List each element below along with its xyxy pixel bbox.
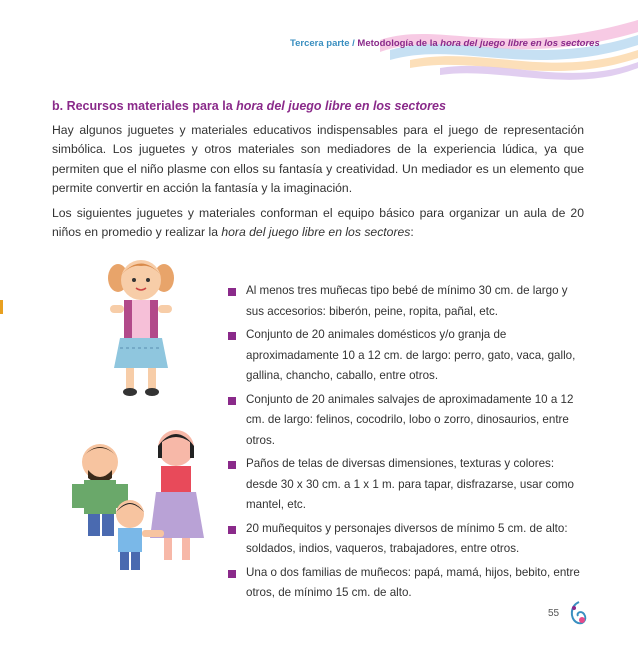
header-prefix: Metodología de la <box>357 38 441 49</box>
paragraph-equipment-italic: hora del juego libre en los sectores <box>221 225 411 240</box>
header-italic-title: hora del juego libre en los sectores <box>440 38 600 49</box>
list-item-text: Una o dos familias de muñecos: papá, mamá, hijos, bebito, entre otros, de mínimo 15 cm. de alto. <box>246 565 580 599</box>
materials-list <box>228 281 588 607</box>
header-part: Tercera parte <box>290 38 350 49</box>
header-separator: / <box>349 38 358 49</box>
list-item <box>228 390 588 452</box>
list-item-text: Conjunto de 20 animales salvajes de aproximadamente 10 a 12 cm. de largo: felinos, cocodrilo, lobo o zorro, dinosaurios, entre otros. <box>246 392 574 447</box>
swirl-icon <box>566 600 592 628</box>
list-item <box>228 454 588 516</box>
section-title <box>52 99 446 113</box>
list-item-text: Al menos tres muñecas tipo bebé de mínimo 30 cm. de largo y sus accesorios: biberón, peine, ropita, pañal, etc. <box>246 284 568 318</box>
list-item-text: Paños de telas de diversas dimensiones, texturas y colores: desde 30 x 30 cm. a 1 x 1 m. para tapar, disfrazarse, usar como mantel, etc. <box>246 457 575 511</box>
section-title-italic: hora del juego libre en los sectores <box>236 99 446 113</box>
paragraph-equipment <box>52 204 584 243</box>
family-dolls-illustration <box>58 418 218 578</box>
girl-doll-illustration <box>96 250 186 400</box>
list-item-text: Conjunto de 20 animales domésticos y/o granja de aproximadamente 10 a 12 cm. de largo: perro, gato, vaca, gallo, gallina, chancho, caballo, entre otros. <box>246 328 576 382</box>
list-item-text: 20 muñequitos y personajes diversos de mínimo 5 cm. de alto: soldados, indios, vaqueros, trabajadores, entre otros. <box>246 521 568 555</box>
paragraph-intro: Hay algunos juguetes y materiales educativos indispensables para el juego de representación simbólica. Los juguetes y otros materiales son mediadores de la experiencia lúdica, ya que permiten que el niño plasme con ellos su fantasía y creatividad. Un mediador es un elemento que permite convertir en acción la fantasía y la imaginación. <box>52 123 584 195</box>
bullet-square-icon <box>228 288 236 296</box>
bullet-square-icon <box>228 570 236 578</box>
bullet-square-icon <box>228 397 236 405</box>
page-number: 55 <box>548 608 560 619</box>
running-header <box>290 38 600 49</box>
margin-mark <box>0 300 3 314</box>
paragraph-equipment-end: : <box>410 225 414 240</box>
bullet-square-icon <box>228 332 236 340</box>
list-item <box>228 281 588 322</box>
paragraph-equipment-text: Los siguientes juguetes y materiales conforman el equipo básico para organizar un aula de 20 niños en promedio y realizar la <box>52 206 584 240</box>
section-title-prefix: b. Recursos materiales para la <box>52 99 237 113</box>
list-item <box>228 563 588 604</box>
bullet-square-icon <box>228 461 236 469</box>
list-item <box>228 519 588 560</box>
list-item <box>228 325 588 387</box>
bullet-square-icon <box>228 526 236 534</box>
